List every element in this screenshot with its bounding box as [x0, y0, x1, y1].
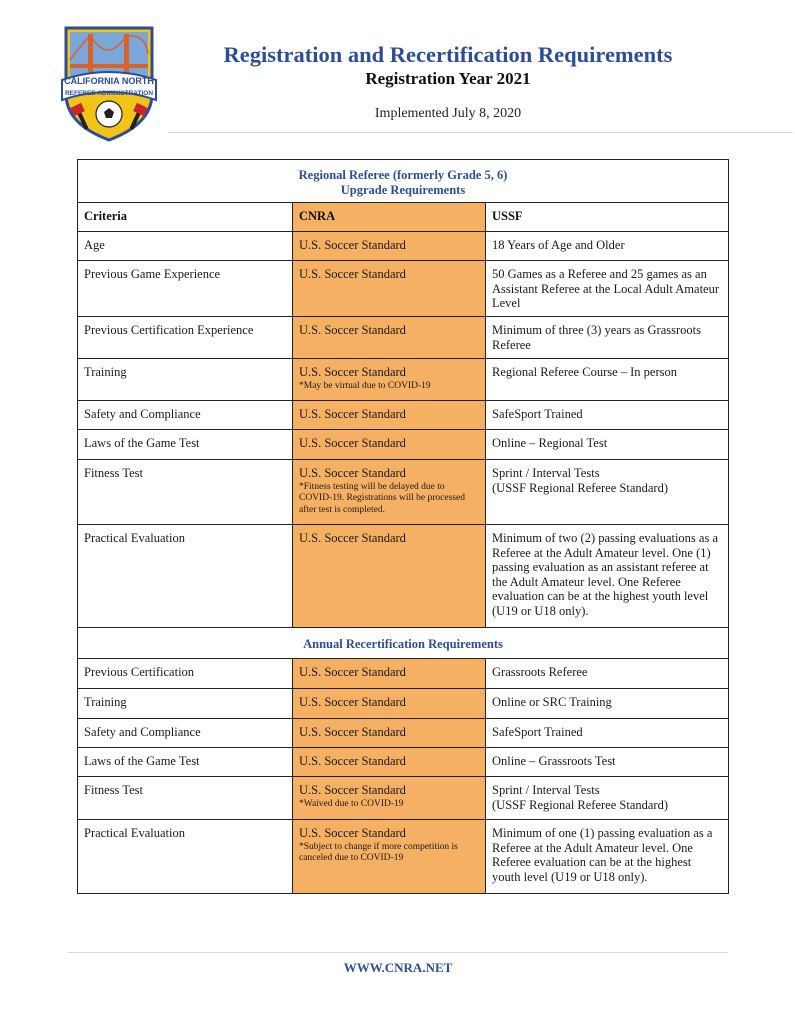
recert-banner-row — [78, 628, 729, 659]
cnra-value: U.S. Soccer Standard — [299, 238, 406, 252]
ussf-cell: Sprint / Interval Tests (USSF Regional Referee Standard) — [486, 460, 729, 525]
cnra-note: *Subject to change if more competition is canceled due to COVID-19 — [299, 841, 458, 863]
cnra-value: U.S. Soccer Standard — [299, 323, 406, 337]
criteria-cell: Age — [78, 232, 293, 261]
column-header-row — [78, 203, 729, 232]
cnra-note: *Fitness testing will be delayed due to COVID-19. Registrations will be processed after test is completed. — [299, 481, 465, 515]
cnra-value: U.S. Soccer Standard — [299, 436, 406, 450]
cnra-cell — [293, 719, 486, 748]
criteria-cell: Previous Certification — [78, 659, 293, 689]
table-row — [78, 659, 729, 689]
cnra-value: U.S. Soccer Standard — [299, 695, 406, 709]
ussf-cell: SafeSport Trained — [486, 719, 729, 748]
cnra-cell — [293, 748, 486, 777]
cnra-value: U.S. Soccer Standard — [299, 531, 406, 545]
table-row — [78, 689, 729, 719]
footer-divider — [68, 952, 728, 953]
cnra-cell — [293, 659, 486, 689]
upgrade-banner-row — [78, 160, 729, 203]
cnra-value: U.S. Soccer Standard — [299, 267, 406, 281]
ussf-cell: Online or SRC Training — [486, 689, 729, 719]
ussf-cell: Grassroots Referee — [486, 659, 729, 689]
page-title: Registration and Recertification Requirements — [223, 42, 673, 67]
cnra-value: U.S. Soccer Standard — [299, 466, 406, 480]
ussf-cell: Minimum of three (3) years as Grassroots Referee — [486, 317, 729, 359]
cnra-value: U.S. Soccer Standard — [299, 665, 406, 679]
upgrade-banner — [78, 160, 729, 203]
table-row — [78, 401, 729, 430]
criteria-cell: Safety and Compliance — [78, 401, 293, 430]
cnra-value: U.S. Soccer Standard — [299, 725, 406, 739]
table-row — [78, 261, 729, 317]
cnra-cell — [293, 401, 486, 430]
table-row — [78, 359, 729, 401]
ussf-cell: Regional Referee Course – In person — [486, 359, 729, 401]
ussf-cell: Minimum of two (2) passing evaluations as a Referee at the Adult Amateur level. One (1) passing evaluation as an assistant referee at the Adult Amateur level. One Referee evaluation can be at the highest youth level (U19 or U18 only). — [486, 525, 729, 628]
logo-text-bottom: REFEREE ADMINISTRATION — [64, 90, 154, 97]
header-cnra: CNRA — [293, 203, 486, 232]
criteria-cell: Training — [78, 359, 293, 401]
page-subtitle: Registration Year 2021 — [365, 69, 531, 88]
cnra-value: U.S. Soccer Standard — [299, 407, 406, 421]
upgrade-banner-line2: Upgrade Requirements — [340, 182, 466, 197]
footer-url: WWW.CNRA.NET — [343, 960, 453, 975]
table-row — [78, 460, 729, 525]
cnra-note: *May be virtual due to COVID-19 — [299, 380, 431, 391]
header-criteria: Criteria — [78, 203, 293, 232]
cnra-cell — [293, 525, 486, 628]
criteria-cell: Practical Evaluation — [78, 820, 293, 894]
ussf-cell: 50 Games as a Referee and 25 games as an Assistant Referee at the Local Adult Amateur Level — [486, 261, 729, 317]
criteria-cell: Practical Evaluation — [78, 525, 293, 628]
table-row — [78, 430, 729, 460]
criteria-cell: Laws of the Game Test — [78, 430, 293, 460]
requirements-table — [77, 159, 729, 894]
criteria-cell: Previous Certification Experience — [78, 317, 293, 359]
criteria-cell: Fitness Test — [78, 460, 293, 525]
cnra-value: U.S. Soccer Standard — [299, 783, 406, 797]
criteria-cell: Previous Game Experience — [78, 261, 293, 317]
logo-text-top: CALIFORNIA NORTH — [64, 76, 154, 86]
cnra-cell — [293, 689, 486, 719]
cnra-cell — [293, 261, 486, 317]
implemented-date: Implemented July 8, 2020 — [374, 106, 522, 121]
cnra-note: *Waived due to COVID-19 — [299, 798, 404, 809]
criteria-cell: Training — [78, 689, 293, 719]
table-row — [78, 317, 729, 359]
criteria-cell: Fitness Test — [78, 777, 293, 820]
cnra-value: U.S. Soccer Standard — [299, 754, 406, 768]
header-divider — [168, 132, 793, 133]
table-row — [78, 525, 729, 628]
criteria-cell: Safety and Compliance — [78, 719, 293, 748]
upgrade-banner-line1: Regional Referee (formerly Grade 5, 6) — [298, 168, 508, 182]
cnra-logo — [58, 24, 160, 142]
cnra-value: U.S. Soccer Standard — [299, 365, 406, 379]
cnra-cell — [293, 777, 486, 820]
cnra-cell — [293, 232, 486, 261]
table-row — [78, 748, 729, 777]
ussf-cell: 18 Years of Age and Older — [486, 232, 729, 261]
cnra-cell — [293, 430, 486, 460]
cnra-cell — [293, 359, 486, 401]
table-row — [78, 777, 729, 820]
cnra-cell — [293, 317, 486, 359]
ussf-cell: Online – Grassroots Test — [486, 748, 729, 777]
ussf-cell: SafeSport Trained — [486, 401, 729, 430]
table-row — [78, 719, 729, 748]
header-ussf: USSF — [486, 203, 729, 232]
criteria-cell: Laws of the Game Test — [78, 748, 293, 777]
cnra-value: U.S. Soccer Standard — [299, 826, 406, 840]
cnra-cell — [293, 820, 486, 894]
ussf-cell: Sprint / Interval Tests (USSF Regional Referee Standard) — [486, 777, 729, 820]
cnra-cell — [293, 460, 486, 525]
table-row — [78, 232, 729, 261]
ussf-cell: Minimum of one (1) passing evaluation as a Referee at the Adult Amateur level. One Referee evaluation can be at the highest youth level (U19 or U18 only). — [486, 820, 729, 894]
recert-banner: Annual Recertification Requirements — [78, 628, 729, 659]
ussf-cell: Online – Regional Test — [486, 430, 729, 460]
table-row — [78, 820, 729, 894]
